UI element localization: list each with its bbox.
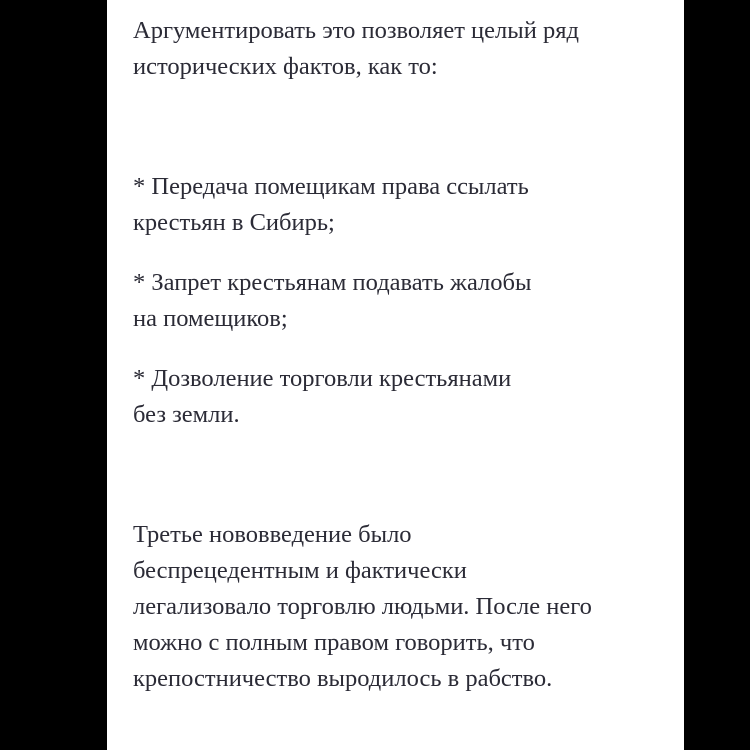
fact-line: на помещиков; bbox=[133, 305, 288, 332]
intro-line: Аргументировать это позволяет целый ряд bbox=[133, 17, 579, 44]
intro-line: исторических фактов, как то: bbox=[133, 53, 438, 80]
fact-line: крестьян в Сибирь; bbox=[133, 209, 335, 236]
fact-item-1 bbox=[133, 169, 678, 241]
text-page bbox=[107, 0, 684, 750]
conclusion-line: легализовало торговлю людьми. После него bbox=[133, 593, 592, 620]
conclusion-line: беспрецедентным и фактически bbox=[133, 557, 467, 584]
fact-item-2 bbox=[133, 265, 678, 337]
fact-line: * Дозволение торговли крестьянами bbox=[133, 365, 512, 392]
fact-line: * Передача помещикам права ссылать bbox=[133, 173, 529, 200]
conclusion-line: можно с полным правом говорить, что bbox=[133, 629, 535, 656]
conclusion-line: Третье нововведение было bbox=[133, 521, 412, 548]
fact-line: * Запрет крестьянам подавать жалобы bbox=[133, 269, 532, 296]
fact-item-3 bbox=[133, 361, 678, 433]
fact-line: без земли. bbox=[133, 401, 240, 428]
intro-paragraph bbox=[133, 13, 678, 85]
conclusion-paragraph bbox=[133, 517, 678, 697]
conclusion-line: крепостничество выродилось в рабство. bbox=[133, 665, 553, 692]
